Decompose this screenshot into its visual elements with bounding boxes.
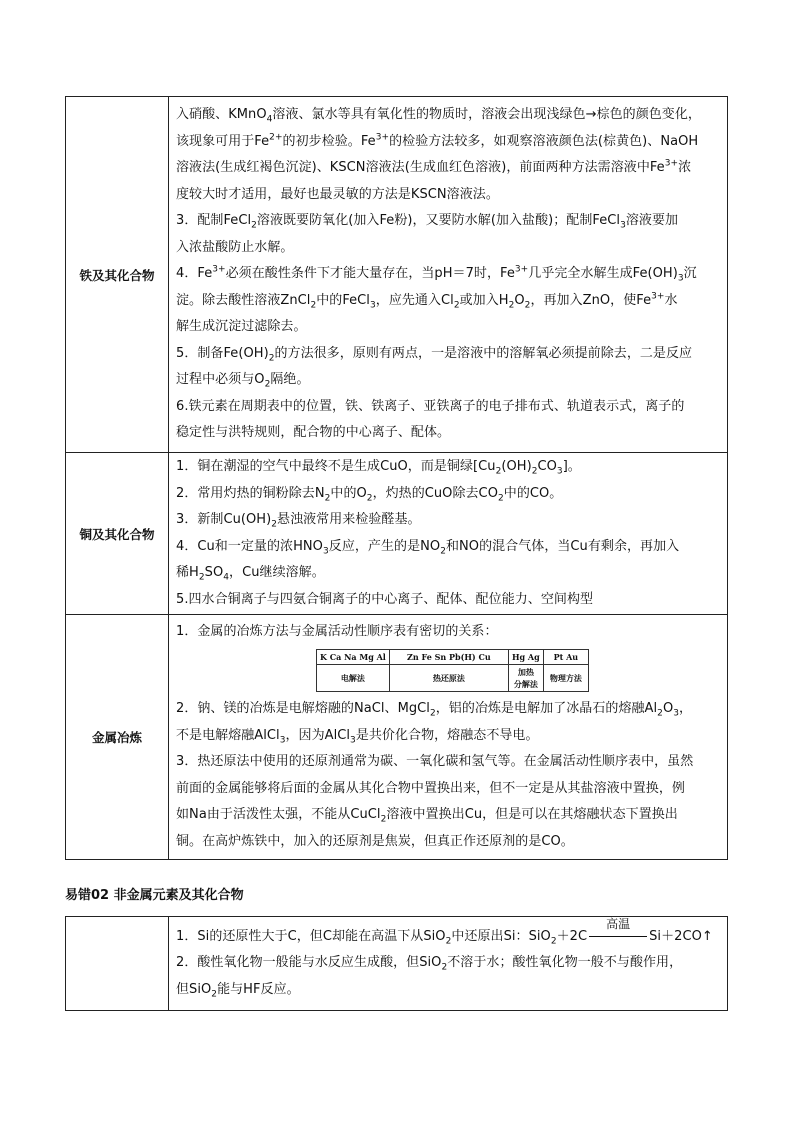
- category-cell: 金属冶炼: [66, 615, 169, 860]
- smelting-lines-before: [176, 619, 723, 646]
- iron-lines: [176, 102, 723, 447]
- text-line: 解生成沉淀过滤除去。: [176, 319, 307, 335]
- metal-group: Pt Au: [543, 650, 588, 665]
- table-row-iron: [66, 97, 728, 453]
- text-line: 2．常用灼热的铜粉除去$N_2$中的$O_2$，灼热的CuO除去$CO_2$中的CO。: [176, 485, 563, 504]
- text-line: 过程中必须与$O_2$隔绝。: [176, 372, 310, 390]
- content-table-2: [65, 916, 728, 1011]
- method-label: 热还原法: [389, 665, 508, 692]
- metal-group: K Ca Na Mg Al: [317, 650, 390, 665]
- text-line: 前面的金属能够将后面的金属从其化合物中置换出来，但不一定是从其盐溶液中置换，例: [176, 780, 685, 796]
- text-line: 入浓盐酸防止水解。: [176, 239, 294, 255]
- reaction-arrow-line: [589, 936, 647, 937]
- content-table: [65, 96, 728, 860]
- category-cell: 铜及其化合物: [66, 453, 169, 615]
- reaction-condition: [589, 917, 647, 946]
- copper-lines: [176, 454, 723, 613]
- activity-series-wrap: [176, 645, 723, 696]
- text-line: 3．新制$Cu(OH)_2$悬浊液常用来检验醛基。: [176, 512, 421, 530]
- text-line: 不是电解熔融AlCl$_3$，因为AlCl$_3$是共价化合物，熔融态不导电。: [176, 727, 539, 746]
- content-cell-smelting: [169, 615, 728, 860]
- metal-group: Hg Ag: [508, 650, 543, 665]
- text-line: 该现象可用于$Fe^{2+}$的初步检验。$Fe^{3+}$的检验方法较多，如观察溶液颜色法(棕黄色)、NaOH: [176, 132, 699, 149]
- metal-group-row: [317, 650, 589, 665]
- table-row-copper: [66, 453, 728, 615]
- method-row: [317, 665, 589, 692]
- text-line: 淀。除去酸性溶液ZnCl$_2$中的FeCl$_3$，应先通入$Cl_2$或加入$H_2O_2$，再加入ZnO，使$Fe^{3+}$水: [176, 291, 678, 311]
- text-line: 2．酸性氧化物一般能与水反应生成酸，但SiO$_2$不溶于水；酸性氧化物一般不与酸作用，: [176, 955, 683, 973]
- text-line: 稀$H_2SO_4$，Cu继续溶解。: [176, 565, 325, 583]
- equation-line: [176, 917, 723, 951]
- table-row-smelting: [66, 615, 728, 860]
- text-line: 溶液法(生成红褐色沉淀)、KSCN溶液法(生成血红色溶液)，前面两种方法需溶液中$Fe^{3+}$浓: [176, 158, 692, 176]
- category-cell-empty: [66, 917, 169, 1011]
- table-row-silicon: [66, 917, 728, 1011]
- text-line: 5．制备$Fe(OH)_2$的方法很多，原则有两点，一是溶液中的溶解氧必须提前除去，二是反应: [176, 345, 693, 364]
- text-line: 如Na由于活泼性太强，不能从CuCl$_2$溶液中置换出Cu，但是可以在其熔融状态下置换出: [176, 807, 678, 825]
- content-cell-iron: [169, 97, 728, 453]
- text-line: 但SiO$_2$能与HF反应。: [176, 981, 300, 1000]
- text-line: 4．$Fe^{3+}$必须在酸性条件下才能大量存在，当pH＝7时，$Fe^{3+}$几乎完全水解生成$Fe(OH)_3$沉: [176, 264, 697, 284]
- condition-label: 高温: [606, 917, 631, 932]
- text-line: 3．配制FeCl$_2$溶液既要防氧化(加入Fe粉)，又要防水解(加入盐酸)；配制FeCl$_3$溶液要加: [176, 213, 679, 231]
- text-line: 1．金属的冶炼方法与金属活动性顺序表有密切的关系：: [176, 623, 498, 639]
- text-line: 稳定性与洪特规则，配合物的中心离子、配体。: [176, 425, 451, 441]
- content-cell-copper: [169, 453, 728, 615]
- equation-text-after: Si＋2CO↑: [649, 928, 713, 944]
- metal-activity-table: [316, 649, 589, 692]
- text-line: 5.四水合铜离子与四氨合铜离子的中心离子、配体、配位能力、空间构型: [176, 591, 594, 607]
- text-line: 入硝酸、KMnO$_4$溶液、氯水等具有氧化性的物质时，溶液会出现浅绿色→棕色的颜色变化，: [176, 107, 701, 125]
- smelting-lines-after: [176, 696, 723, 855]
- metal-group: Zn Fe Sn Pb(H) Cu: [389, 650, 508, 665]
- text-line: 6.铁元素在周期表中的位置，铁、铁离子、亚铁离子的电子排布式、轨道表示式，离子的: [176, 398, 685, 414]
- text-line: 铜。在高炉炼铁中，加入的还原剂是焦炭，但真正作还原剂的是CO。: [176, 833, 574, 849]
- method-label: 加热 分解法: [508, 665, 543, 692]
- section-heading: 易错02 非金属元素及其化合物: [65, 888, 244, 903]
- method-label: 电解法: [317, 665, 390, 692]
- text-line: 3．热还原法中使用的还原剂通常为碳、一氧化碳和氢气等。在金属活动性顺序表中，虽然: [176, 754, 694, 770]
- text-line: 1．铜在潮湿的空气中最终不是生成CuO，而是铜绿$[Cu_2(OH)_2CO_3]$。: [176, 459, 581, 477]
- text-line: 2．钠、镁的冶炼是电解熔融的NaCl、MgCl$_2$，铝的冶炼是电解加了冰晶石的熔融$Al_2O_3$，: [176, 701, 693, 719]
- silicon-lines: [176, 950, 723, 1003]
- text-line: 4．Cu和一定量的浓$HNO_3$反应，产生的是$NO_2$和NO的混合气体，当Cu有剩余，再加入: [176, 538, 680, 557]
- category-cell: 铁及其化合物: [66, 97, 169, 453]
- text-line: 度较大时才适用，最好也最灵敏的方法是KSCN溶液法。: [176, 186, 499, 202]
- equation-text-before: 1．Si的还原性大于C，但C却能在高温下从SiO$_2$中还原出Si：SiO$_2$＋2C: [176, 928, 588, 947]
- content-cell-silicon: [169, 917, 728, 1011]
- method-label: 物理方法: [543, 665, 588, 692]
